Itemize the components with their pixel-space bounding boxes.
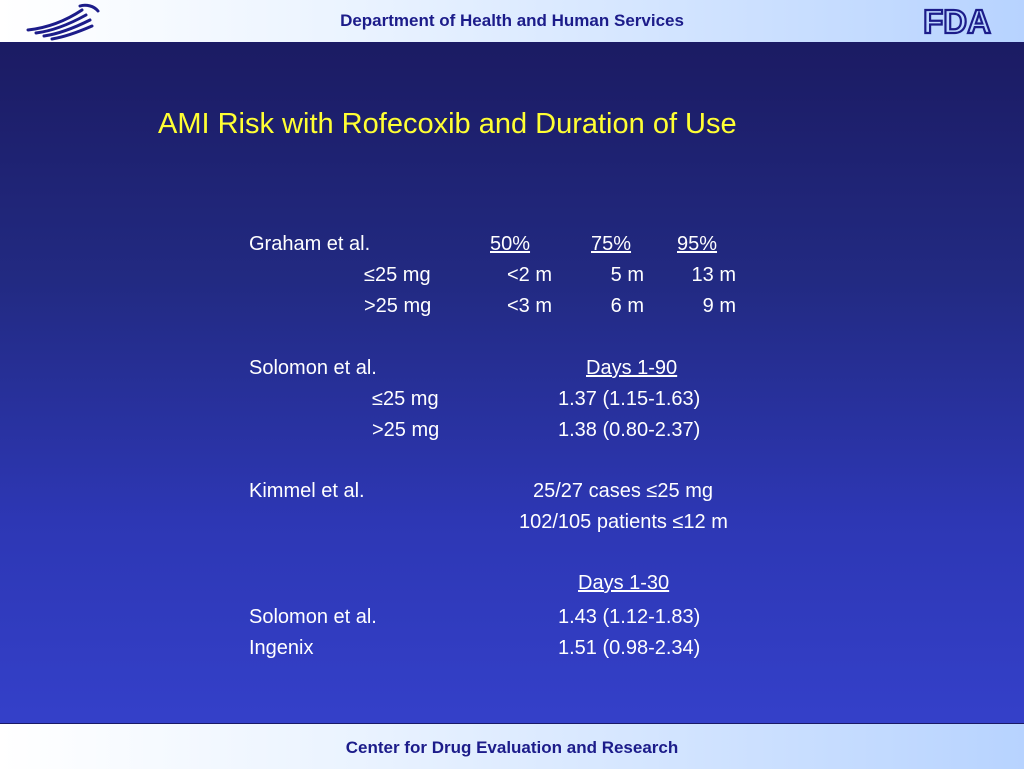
- graham-r1-c3: 13 m: [691, 264, 736, 286]
- graham-dose-1: ≤25 mg: [364, 264, 431, 286]
- graham-header-95: 95%: [677, 233, 718, 255]
- graham-r2-c3: 9 m: [702, 295, 736, 317]
- days130-value-1: 1.43 (1.12-1.83): [558, 606, 701, 628]
- solomon-study: Solomon et al.: [249, 357, 377, 379]
- solomon-value-1: 1.37 (1.15-1.63): [558, 388, 701, 410]
- graham-header-75: 75%: [591, 233, 632, 255]
- kimmel-line-1: 25/27 cases ≤25 mg: [533, 480, 713, 502]
- kimmel-study: Kimmel et al.: [249, 480, 365, 502]
- graham-r2-c2: 6 m: [610, 295, 644, 317]
- graham-header-50: 50%: [490, 233, 531, 255]
- days130-study-2: Ingenix: [249, 637, 314, 659]
- graham-r1-c2: 5 m: [610, 264, 644, 286]
- slide-title: AMI Risk with Rofecoxib and Duration of Use: [158, 108, 737, 140]
- graham-r1-c1: <2 m: [506, 264, 552, 286]
- graham-r2-c1: <3 m: [506, 295, 552, 317]
- header-title: Department of Health and Human Services: [340, 11, 684, 30]
- header-bar: [0, 0, 1024, 43]
- solomon-dose-1: ≤25 mg: [372, 388, 439, 410]
- solomon-days-header: Days 1-90: [586, 357, 678, 379]
- graham-study: Graham et al.: [249, 233, 371, 255]
- days130-header: Days 1-30: [578, 572, 670, 594]
- fda-logo: [916, 4, 998, 38]
- footer-bar: [0, 723, 1024, 769]
- graham-dose-2: >25 mg: [364, 295, 432, 317]
- days130-study-1: Solomon et al.: [249, 606, 377, 628]
- solomon-value-2: 1.38 (0.80-2.37): [558, 419, 701, 441]
- slide-body: [0, 43, 1024, 723]
- days130-value-2: 1.51 (0.98-2.34): [558, 637, 701, 659]
- solomon-dose-2: >25 mg: [372, 419, 440, 441]
- kimmel-line-2: 102/105 patients ≤12 m: [519, 511, 728, 533]
- footer-title: Center for Drug Evaluation and Research: [345, 738, 679, 757]
- svg-text:FDA: FDA: [923, 4, 991, 38]
